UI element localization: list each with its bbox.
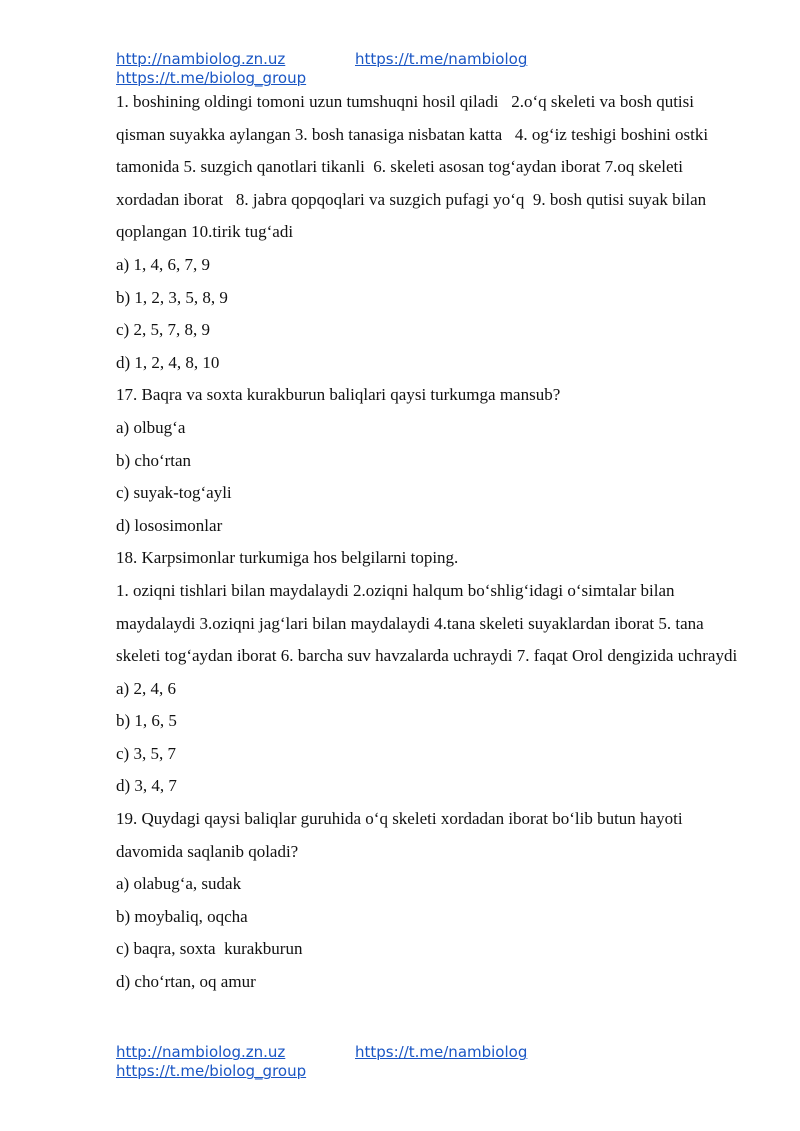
- question-19-option-b: b) moybaliq, oqcha: [116, 906, 248, 926]
- question-17-option-d: d) lososimonlar: [116, 515, 223, 535]
- question-18-option-a: a) 2, 4, 6: [116, 678, 176, 698]
- question-19-option-a: a) olabug‘a, sudak: [116, 874, 242, 894]
- question-18-statements: 1. oziqni tishlari bilan maydalaydi 2.oziqni halqum bo‘shlig‘idagi o‘simtalar bilan maydalaydi 3.oziqni jag‘lari bilan maydalaydi 4.tana skeleti suyaklardan iborat 5. tana skeleti tog‘aydan iborat 6. barcha suv havzalarda uchraydi 7. faqat Orol dengizida uchraydi: [116, 580, 738, 666]
- header-links: [116, 50, 528, 88]
- question-16-statements: 1. boshining oldingi tomoni uzun tumshuqni hosil qiladi 2.o‘q skeleti va bosh qutisi qisman suyakka aylangan 3. bosh tanasiga nisbatan katta 4. og‘iz teshigi boshini ostki tamonida 5. suzgich qanotlari tikanli 6. skeleti asosan tog‘aydan iborat 7.oq skeleti xordadan iborat 8. jabra qopqoqlari va suzgich pufagi yo‘q 9. bosh qutisi suyak bilan qoplangan 10.tirik tug‘adi: [116, 92, 713, 242]
- question-17-text: 17. Baqra va soxta kurakburun baliqlari qaysi turkumga mansub?: [116, 385, 561, 405]
- question-18-option-c: c) 3, 5, 7: [116, 743, 176, 763]
- question-17-option-b: b) cho‘rtan: [116, 450, 192, 470]
- question-19-option-c: c) baqra, soxta kurakburun: [116, 939, 303, 959]
- question-19-text: 19. Quydagi qaysi baliqlar guruhida o‘q skeleti xordadan iborat bo‘lib butun hayoti davomida saqlanib qoladi?: [116, 809, 687, 861]
- question-18-option-b: b) 1, 6, 5: [116, 711, 177, 731]
- footer-link-nambiolog-site[interactable]: http://nambiolog.zn.uz: [116, 1043, 286, 1061]
- question-18-option-d: d) 3, 4, 7: [116, 776, 177, 796]
- footer-link-telegram-biolog-group[interactable]: https://t.me/biolog_group: [116, 1062, 307, 1080]
- footer-link-telegram-nambiolog[interactable]: https://t.me/nambiolog: [355, 1043, 528, 1061]
- question-17-option-c: c) suyak-tog‘ayli: [116, 483, 232, 503]
- header-link-telegram-nambiolog[interactable]: https://t.me/nambiolog: [355, 50, 528, 68]
- question-16-option-b: b) 1, 2, 3, 5, 8, 9: [116, 287, 228, 307]
- question-16-option-a: a) 1, 4, 6, 7, 9: [116, 254, 210, 274]
- question-19-option-d: d) cho‘rtan, oq amur: [116, 972, 256, 992]
- question-18-text: 18. Karpsimonlar turkumiga hos belgilarni toping.: [116, 548, 459, 568]
- question-16-option-d: d) 1, 2, 4, 8, 10: [116, 352, 220, 372]
- header-link-telegram-biolog-group[interactable]: https://t.me/biolog_group: [116, 69, 307, 87]
- question-17-option-a: a) olbug‘a: [116, 417, 186, 437]
- question-16-option-c: c) 2, 5, 7, 8, 9: [116, 320, 210, 340]
- question-content: [116, 86, 746, 999]
- header-link-nambiolog-site[interactable]: http://nambiolog.zn.uz: [116, 50, 286, 68]
- footer-links: [116, 1043, 528, 1081]
